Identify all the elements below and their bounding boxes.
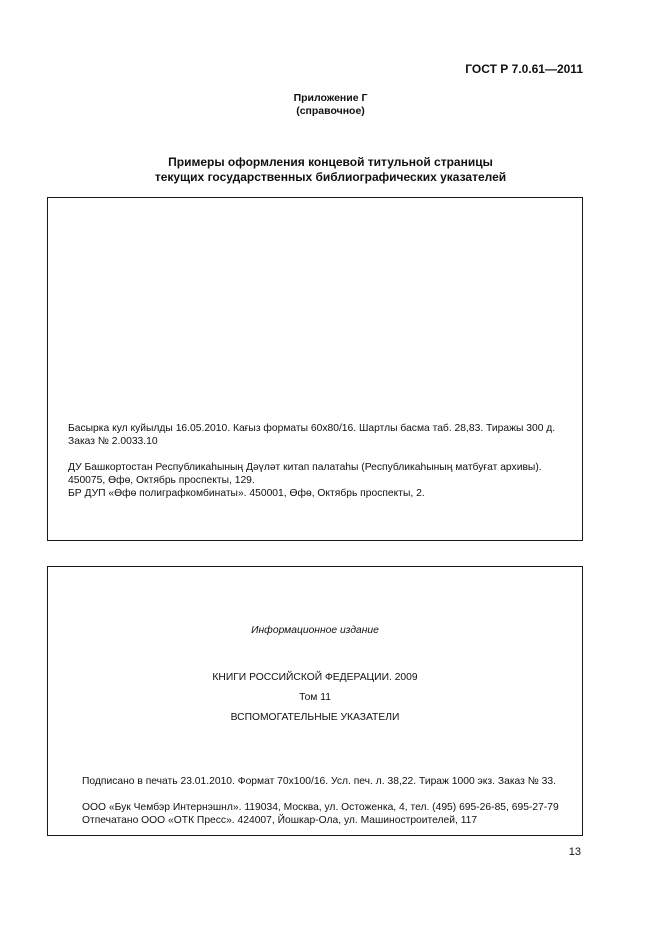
example-box-1 — [47, 197, 583, 541]
imprint-line: Подписано в печать 23.01.2010. Формат 70х100/16. Усл. печ. л. 38,22. Тираж 1000 экз. Заказ № 33. — [82, 776, 556, 787]
publisher-block — [68, 461, 542, 500]
printer-line: Отпечатано ООО «ОТК Пресс». 424007, Йошкар-Ола, ул. Машиностроителей, 117 — [82, 815, 478, 826]
publisher-line: ООО «Бук Чембэр Интернэшнл». 119034, Москва, ул. Остоженка, 4, тел. (495) 695-26-85, 695-27-79 — [82, 802, 559, 813]
page-title — [0, 155, 661, 185]
publisher-line-2: 450075, Өфө, Октябрь проспекты, 129. — [68, 475, 255, 486]
printer-line: БР ДУП «Өфө полиграфкомбинаты». 450001, Өфө, Октябрь проспекты, 2. — [68, 488, 425, 499]
title-line-1: Примеры оформления концевой титульной страницы — [168, 155, 493, 169]
imprint-block — [68, 422, 555, 448]
standard-code: ГОСТ Р 7.0.61—2011 — [465, 62, 583, 76]
imprint-line-1: Басырка кул куйылды 16.05.2010. Кағыз форматы 60х80/16. Шартлы басма таб. 28,83. Тиражы 300 д. — [68, 423, 556, 434]
appendix-label: Приложение Г — [293, 92, 368, 104]
example-box-2 — [47, 566, 583, 836]
page-number: 13 — [568, 846, 581, 858]
series-title: КНИГИ РОССИЙСКОЙ ФЕДЕРАЦИИ. 2009 — [212, 672, 418, 683]
appendix-heading — [0, 92, 661, 118]
volume-number: Том 11 — [299, 692, 331, 703]
volume-title: ВСПОМОГАТЕЛЬНЫЕ УКАЗАТЕЛИ — [230, 712, 400, 723]
edition-type: Информационное издание — [251, 625, 379, 636]
imprint-line-2: Заказ № 2.0033.10 — [68, 436, 158, 447]
title-line-2: текущих государственных библиографических указателей — [154, 170, 507, 184]
publisher-block — [82, 801, 559, 827]
appendix-type: (справочное) — [296, 105, 365, 117]
publisher-line-1: ДУ Башкортостан Республикаһының Дәүләт китап палатаһы (Республикаһының матбуғат архивы). — [68, 462, 542, 473]
